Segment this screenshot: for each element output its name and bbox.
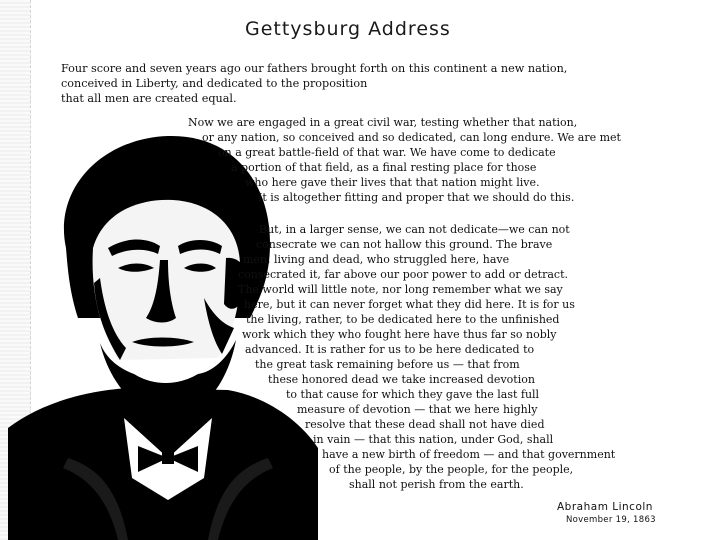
text-line: measure of devotion — that we here highly bbox=[297, 403, 538, 416]
text-line: here, but it can never forget what they did here. It is for us bbox=[244, 298, 575, 311]
text-line: who here gave their lives that that nation might live. bbox=[245, 176, 540, 189]
text-line: The world will little note, nor long remember what we say bbox=[238, 283, 563, 296]
text-line: resolve that these dead shall not have died bbox=[305, 418, 545, 431]
text-line: of the people, by the people, for the people, bbox=[329, 463, 574, 476]
text-line: consecrated it, far above our poor power to add or detract. bbox=[238, 268, 568, 281]
text-line: the great task remaining before us — that from bbox=[255, 358, 520, 371]
text-line: these honored dead we take increased devotion bbox=[268, 373, 535, 386]
text-line: to that cause for which they gave the last full bbox=[286, 388, 540, 401]
text-line: Four score and seven years ago our fathers brought forth on this continent a new nation, bbox=[61, 62, 568, 75]
text-line: conceived in Liberty, and dedicated to the proposition bbox=[61, 77, 368, 90]
text-line: men, living and dead, who struggled here, have bbox=[243, 253, 510, 266]
text-line: advanced. It is rather for us to be here dedicated to bbox=[245, 343, 535, 356]
text-line: in vain — that this nation, under God, shall bbox=[313, 433, 554, 446]
speech-date: November 19, 1863 bbox=[566, 515, 656, 525]
text-line: that all men are created equal. bbox=[61, 92, 237, 105]
text-line: Now we are engaged in a great civil war, testing whether that nation, bbox=[188, 116, 578, 129]
text-line: But, in a larger sense, we can not dedicate—we can not bbox=[259, 223, 570, 236]
text-line: or any nation, so conceived and so dedicated, can long endure. We are met bbox=[202, 131, 621, 144]
text-line: have a new birth of freedom — and that government bbox=[322, 448, 616, 461]
text-line: the living, rather, to be dedicated here to the unfinished bbox=[246, 313, 560, 326]
page-title: Gettysburg Address bbox=[245, 18, 451, 40]
text-line: consecrate we can not hallow this ground. The brave bbox=[256, 238, 553, 251]
author-signature: Abraham Lincoln bbox=[557, 501, 653, 513]
text-line: a portion of that field, as a final resting place for those bbox=[231, 161, 537, 174]
text-line: It is altogether fitting and proper that we should do this. bbox=[258, 191, 575, 204]
text-line: work which they who fought here have thus far so nobly bbox=[242, 328, 557, 341]
text-line: shall not perish from the earth. bbox=[349, 478, 524, 491]
text-line: on a great battle-field of that war. We have come to dedicate bbox=[218, 146, 556, 159]
